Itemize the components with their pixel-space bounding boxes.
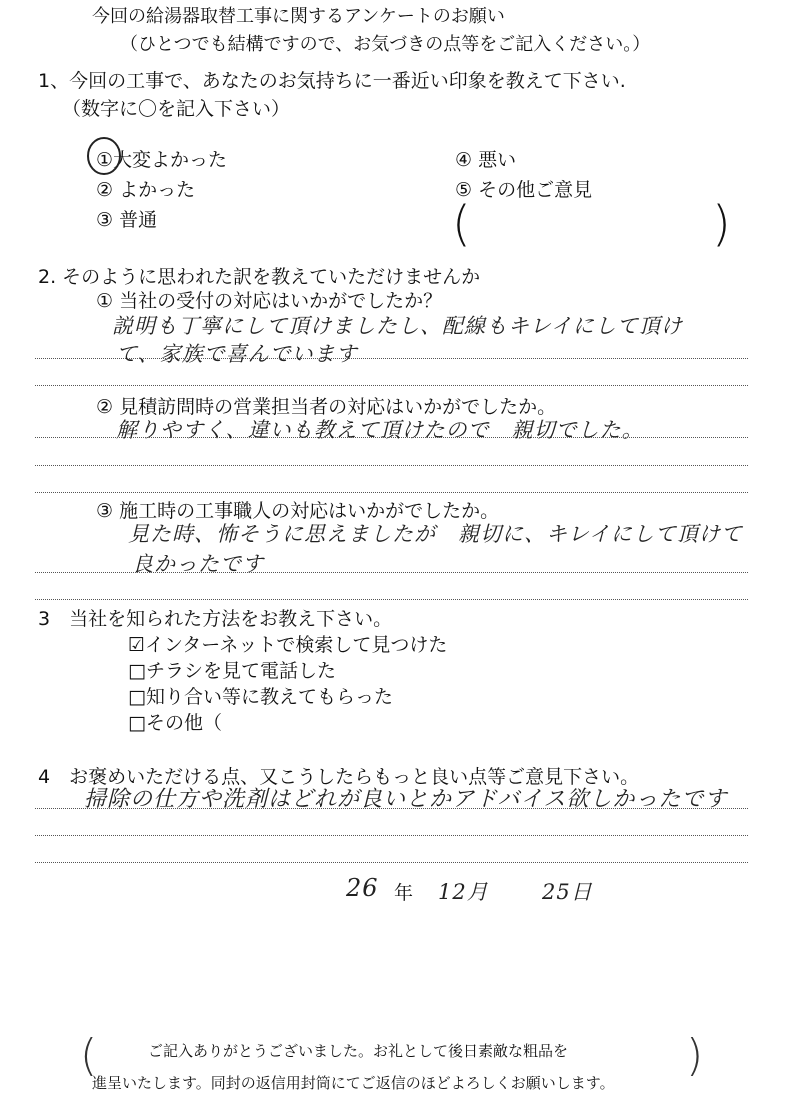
page-subtitle: （ひとつでも結構ですので、お気づきの点等をご記入ください。）: [120, 34, 651, 55]
q1-option-4[interactable]: [455, 145, 516, 172]
footer-bracket-open: (: [80, 1030, 98, 1081]
q1-other-paren-open: (: [452, 196, 471, 252]
footer-line-1: ご記入ありがとうございました。お礼として後日素敵な粗品を: [148, 1042, 569, 1060]
checkbox-icon[interactable]: □: [128, 660, 146, 682]
date-month: 12月: [438, 880, 489, 904]
q1-option-5-label: その他ご意見: [478, 179, 593, 201]
q1-instruction: （数字に〇を記入下さい）: [62, 98, 291, 120]
q1-option-5[interactable]: [455, 175, 592, 202]
q1-option-1-label: 大変よかった: [113, 149, 228, 171]
checkbox-icon[interactable]: □: [128, 686, 146, 708]
q4-question: 4 お褒めいただける点、又こうしたらもっと良い点等ご意見下さい。: [38, 766, 640, 788]
q2-item-3-answer-line-2: 良かったです: [132, 552, 264, 576]
q4-answer-rule: [35, 835, 748, 836]
q2-item-1-prompt: ① 当社の受付の対応はいかがでしたか？: [96, 290, 443, 312]
q3-option-flyer[interactable]: [128, 656, 336, 683]
q3-option-other[interactable]: [128, 708, 222, 735]
q2-item-1-answer-rule: [35, 385, 748, 386]
q1-other-paren-close: ): [712, 196, 731, 252]
q3-option-acquaintance-label: 知り合い等に教えてもらった: [145, 686, 393, 708]
q2-item-2-answer-rule: [35, 492, 748, 493]
q1-option-4-label: 悪い: [478, 149, 517, 171]
footer-bracket-close: ): [686, 1030, 704, 1081]
q2-item-2-answer-rule: [35, 437, 748, 438]
date-day: 25日: [542, 880, 593, 904]
q1-option-2[interactable]: [96, 175, 195, 202]
q2-item-1-answer-line-2: て、家族で喜んでいます: [116, 342, 358, 366]
q3-question: 3 当社を知られた方法をお教え下さい。: [38, 608, 393, 630]
footer-line-2: 進呈いたします。同封の返信用封筒にてご返信のほどよろしくお願いします。: [92, 1074, 615, 1092]
q1-option-3-label: 普通: [119, 209, 158, 231]
q4-answer: 掃除の仕方や洗剤はどれが良いとかアドバイス欲しかったです: [84, 787, 728, 812]
q2-item-2-answer-line-1: 解りやすく、違いも教えて頂けたので 親切でした。: [116, 418, 644, 442]
q1-question: 1、今回の工事で、あなたのお気持ちに一番近い印象を教えて下さい.: [38, 70, 626, 92]
q2-item-3-prompt: ③ 施工時の工事職人の対応はいかがでしたか。: [96, 500, 500, 522]
q2-question: 2. そのように思われた訳を教えていただけませんか: [38, 266, 481, 288]
date-year-value: 26: [346, 874, 379, 902]
q3-option-acquaintance[interactable]: [128, 682, 393, 709]
q1-option-1-number: ①: [96, 149, 114, 171]
q2-item-2-answer-rule: [35, 465, 748, 466]
q2-item-3-answer-line-1: 見た時、怖そうに思えましたが 親切に、キレイにして頂けて: [128, 522, 743, 546]
q2-item-1-answer-rule: [35, 358, 748, 359]
q3-option-internet[interactable]: [128, 630, 447, 657]
q1-option-3[interactable]: [96, 205, 157, 232]
q4-answer-rule: [35, 808, 748, 809]
q4-answer-rule: [35, 862, 748, 863]
q1-option-2-label: よかった: [119, 179, 196, 201]
hand-drawn-circle-mark: [84, 135, 124, 177]
date-year-label: 年: [394, 882, 414, 904]
q2-item-3-answer-rule: [35, 572, 748, 573]
q2-item-3-answer-rule: [35, 599, 748, 600]
q3-option-internet-label: インターネットで検索して見つけた: [145, 634, 448, 656]
page-title: 今回の給湯器取替工事に関するアンケートのお願い: [92, 6, 505, 27]
q1-option-4-number: ④: [455, 149, 473, 171]
q1-option-5-number: ⑤: [455, 179, 473, 201]
checkbox-icon[interactable]: □: [128, 712, 146, 734]
q3-option-other-label: その他（: [145, 712, 222, 734]
q3-option-flyer-label: チラシを見て電話した: [145, 660, 336, 682]
q2-item-1-answer-line-1: 説明も丁寧にして頂けましたし、配線もキレイにして頂け: [112, 314, 683, 338]
q1-option-3-number: ③: [96, 209, 114, 231]
q1-option-2-number: ②: [96, 179, 114, 201]
checkbox-checked-icon[interactable]: ☑: [128, 634, 146, 656]
q2-item-2-prompt: ② 見積訪問時の営業担当者の対応はいかがでしたか。: [96, 396, 557, 418]
